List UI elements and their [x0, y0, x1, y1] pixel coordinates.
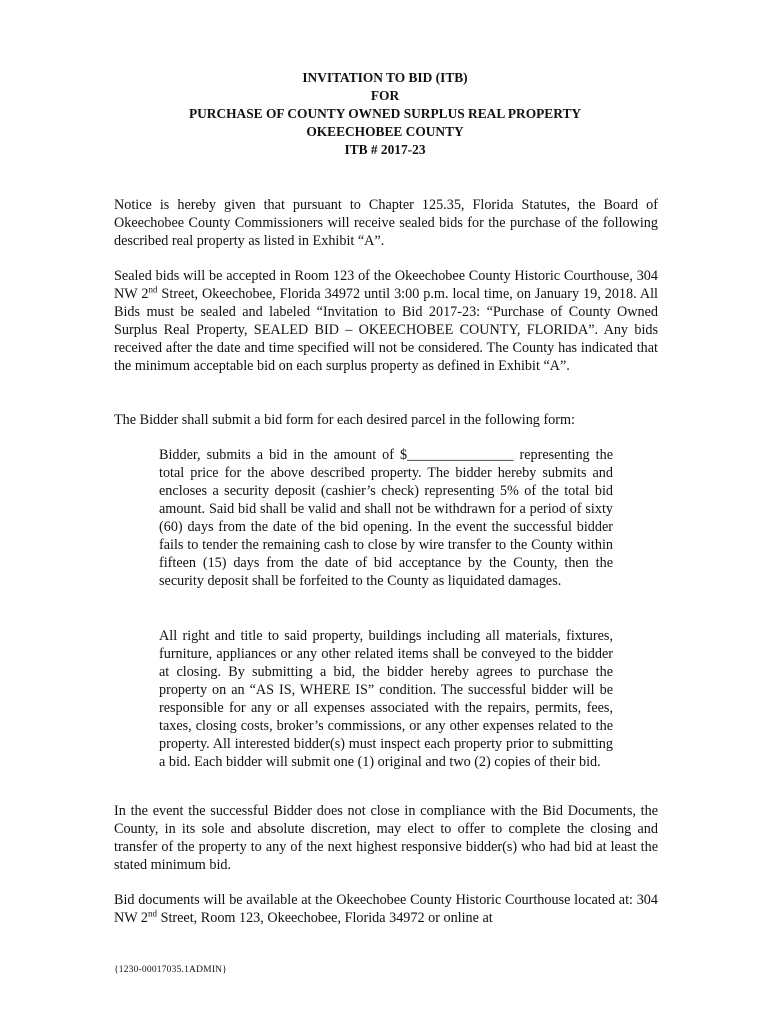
- header-county: OKEECHOBEE COUNTY: [306, 124, 464, 139]
- sealed-bids-paragraph: [114, 267, 658, 375]
- sealed-bids-text-b: Street, Okeechobee, Florida 34972 until 3:00 p.m. local time, on January 19, 2018. All Bids must be sealed and labeled “Invitation to Bid 2017-23: “Purchase of County Owned Surplus Real Property, SEALED BID – OKEECHOBEE COUNTY, FLORIDA”. Any bids received after the date and time specified will not be considered. The County has indicated that the minimum acceptable bid on each surplus property as defined in Exhibit “A”.: [114, 286, 658, 374]
- sealed-bids-text-a: Sealed bids will be accepted in Room 123 of the Okeechobee County Historic Courthouse, 304 NW 2: [114, 268, 658, 302]
- bid-documents-superscript: nd: [148, 908, 158, 919]
- title-rights-paragraph: All right and title to said property, buildings including all materials, fixtures, furniture, appliances or any other related items shall be conveyed to the bidder at closing. By submitting a bid, the bidder hereby agrees to purchase the property on an “AS IS, WHERE IS” condition. The successful bidder will be responsible for any or all expenses associated with the repairs, permits, fees, taxes, closing costs, broker’s commissions, or any other expenses related to the property. All interested bidder(s) must inspect each property prior to submitting a bid. Each bidder will submit one (1) original and two (2) copies of their bid.: [159, 628, 613, 770]
- bid-documents-text-a: Bid documents will be available at the Okeechobee County Historic Courthouse located at: 304 NW 2: [114, 892, 658, 926]
- document-header: [0, 69, 770, 159]
- header-for: FOR: [370, 88, 400, 103]
- sealed-bids-superscript: nd: [148, 284, 158, 295]
- header-title: INVITATION TO BID (ITB): [302, 70, 468, 85]
- event-paragraph: In the event the successful Bidder does not close in compliance with the Bid Documents, the County, in its sole and absolute discretion, may elect to offer to complete the closing and transfer of the property to any of the next highest responsive bidder(s) who had bid at least the stated minimum bid.: [114, 803, 658, 873]
- bid-documents-paragraph: [114, 891, 658, 927]
- bid-amount-paragraph: Bidder, submits a bid in the amount of $_______________ representing the total price for the above described property. The bidder hereby submits and encloses a security deposit (cashier’s check) representing 5% of the total bid amount. Said bid shall be valid and shall not be withdrawn for a period of sixty (60) days from the date of the bid opening. In the event the successful bidder fails to tender the remaining cash to close by wire transfer to the County within fifteen (15) days from the date of bid acceptance by the County, then the security deposit shall be forfeited to the County as liquidated damages.: [159, 447, 613, 589]
- header-itb-number: ITB # 2017-23: [344, 142, 426, 157]
- document-footer-reference: {1230-00017035.1ADMIN}: [114, 965, 228, 975]
- header-subject: PURCHASE OF COUNTY OWNED SURPLUS REAL PROPERTY: [188, 106, 582, 121]
- notice-paragraph: Notice is hereby given that pursuant to Chapter 125.35, Florida Statutes, the Board of Okeechobee County Commissioners will receive sealed bids for the purchase of the following described real property as listed in Exhibit “A”.: [114, 197, 658, 249]
- bidder-form-paragraph: The Bidder shall submit a bid form for each desired parcel in the following form:: [114, 412, 575, 428]
- bid-documents-text-b: Street, Room 123, Okeechobee, Florida 34972 or online at: [157, 910, 493, 926]
